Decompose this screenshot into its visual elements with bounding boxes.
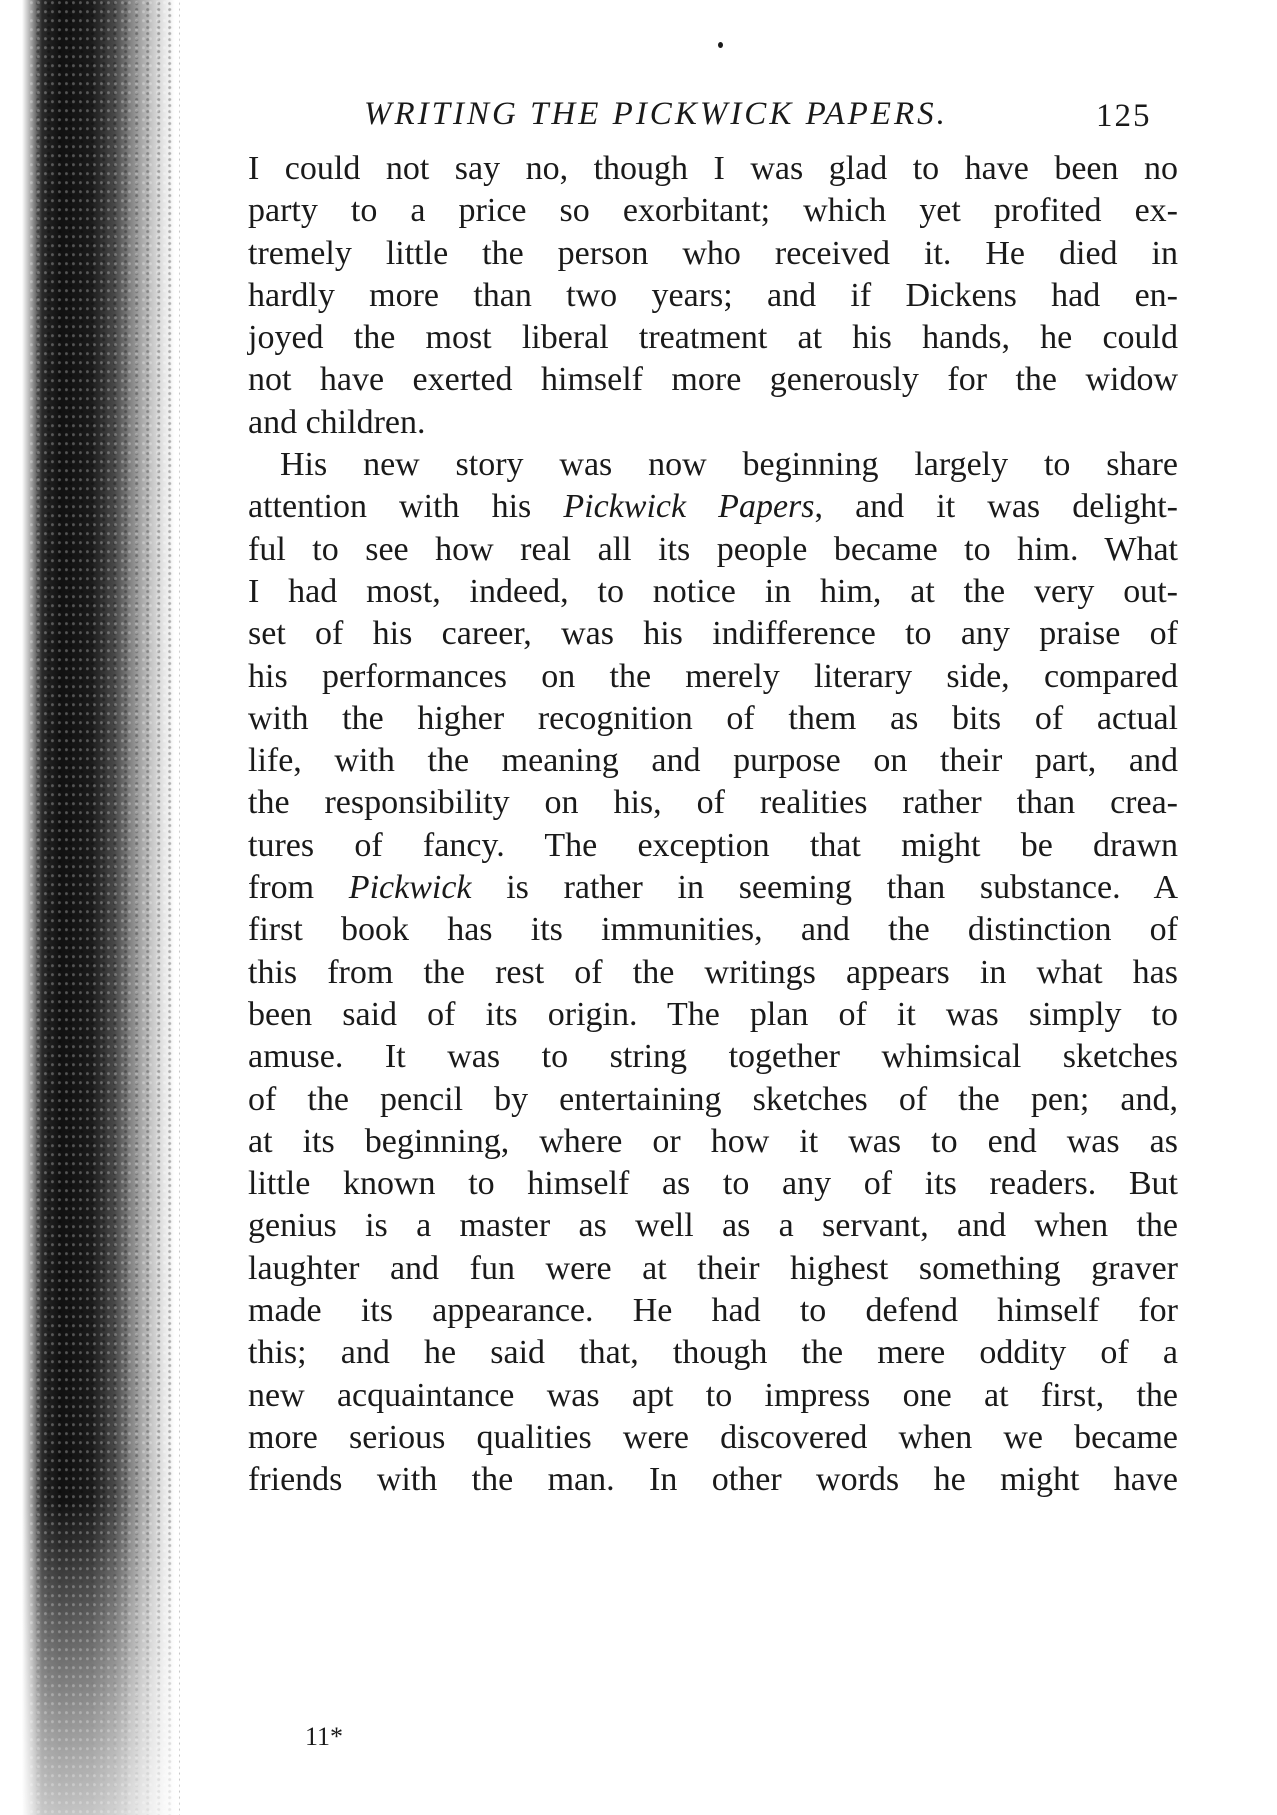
text-line <box>248 867 1178 909</box>
text-line: tures of fancy. The exception that might be drawn <box>248 826 1178 864</box>
text-line: I could not say no, though I was glad to have been no <box>248 150 1178 187</box>
text-line: ful to see how real all its people became to him. What <box>248 530 1178 568</box>
text-line: the responsibility on his, of realities rather than crea- <box>248 784 1178 822</box>
book-page <box>248 84 1178 1502</box>
text-line: his performances on the merely literary side, compared <box>248 657 1178 695</box>
text-line: and children. <box>248 403 426 441</box>
italic-title: Pickwick Papers <box>563 488 815 526</box>
text-line: genius is a master as well as a servant, and when the <box>248 1207 1178 1245</box>
text-line: laughter and fun were at their highest something graver <box>248 1249 1178 1287</box>
text-line: new acquaintance was apt to impress one at first, the <box>248 1376 1178 1414</box>
text-line: been said of its origin. The plan of it was simply to <box>248 995 1178 1033</box>
text-line: this from the rest of the writings appears in what has <box>248 953 1178 991</box>
text-line <box>248 486 1178 528</box>
text-line-paragraph-start: His new story was now beginning largely to share <box>280 446 1178 484</box>
page-number: 125 <box>1096 98 1152 134</box>
text-line: friends with the man. In other words he might have <box>248 1461 1178 1499</box>
text-line: party to a price so exorbitant; which yet profited ex- <box>248 192 1178 230</box>
running-head-title: WRITING THE PICKWICK PAPERS. <box>364 96 948 132</box>
text-line: amuse. It was to string together whimsical sketches <box>248 1038 1178 1076</box>
running-head <box>248 84 1178 148</box>
text-line: I had most, indeed, to notice in him, at the very out- <box>248 572 1178 610</box>
text-line: made its appearance. He had to defend himself for <box>248 1292 1178 1330</box>
text-line: more serious qualities were discovered when we became <box>248 1418 1178 1456</box>
text-line: joyed the most liberal treatment at his hands, he could <box>248 319 1178 357</box>
signature-mark: 11* <box>305 1722 344 1751</box>
text-run: , and it was delight- <box>814 488 1178 526</box>
text-run: attention with his <box>248 488 564 526</box>
text-run: from <box>248 869 349 907</box>
body-text <box>248 148 1178 1502</box>
text-line: this; and he said that, though the mere oddity of a <box>248 1334 1178 1372</box>
text-run: is rather in seeming than substance. A <box>471 869 1178 907</box>
text-line: not have exerted himself more generously for the widow <box>248 361 1178 399</box>
scan-gutter-fade <box>0 1500 175 1815</box>
text-line: first book has its immunities, and the distinction of <box>248 911 1178 949</box>
italic-title: Pickwick <box>348 869 472 907</box>
text-line: hardly more than two years; and if Dickens had en- <box>248 276 1178 314</box>
text-line: life, with the meaning and purpose on their part, and <box>248 742 1178 780</box>
print-mark <box>718 42 723 48</box>
text-line: little known to himself as to any of its readers. But <box>248 1165 1178 1203</box>
text-line: tremely little the person who received it. He died in <box>248 234 1178 272</box>
text-line: of the pencil by entertaining sketches of the pen; and, <box>248 1080 1178 1118</box>
text-line: set of his career, was his indifference to any praise of <box>248 615 1178 653</box>
text-line: at its beginning, where or how it was to end was as <box>248 1122 1178 1160</box>
text-line: with the higher recognition of them as bits of actual <box>248 699 1178 737</box>
